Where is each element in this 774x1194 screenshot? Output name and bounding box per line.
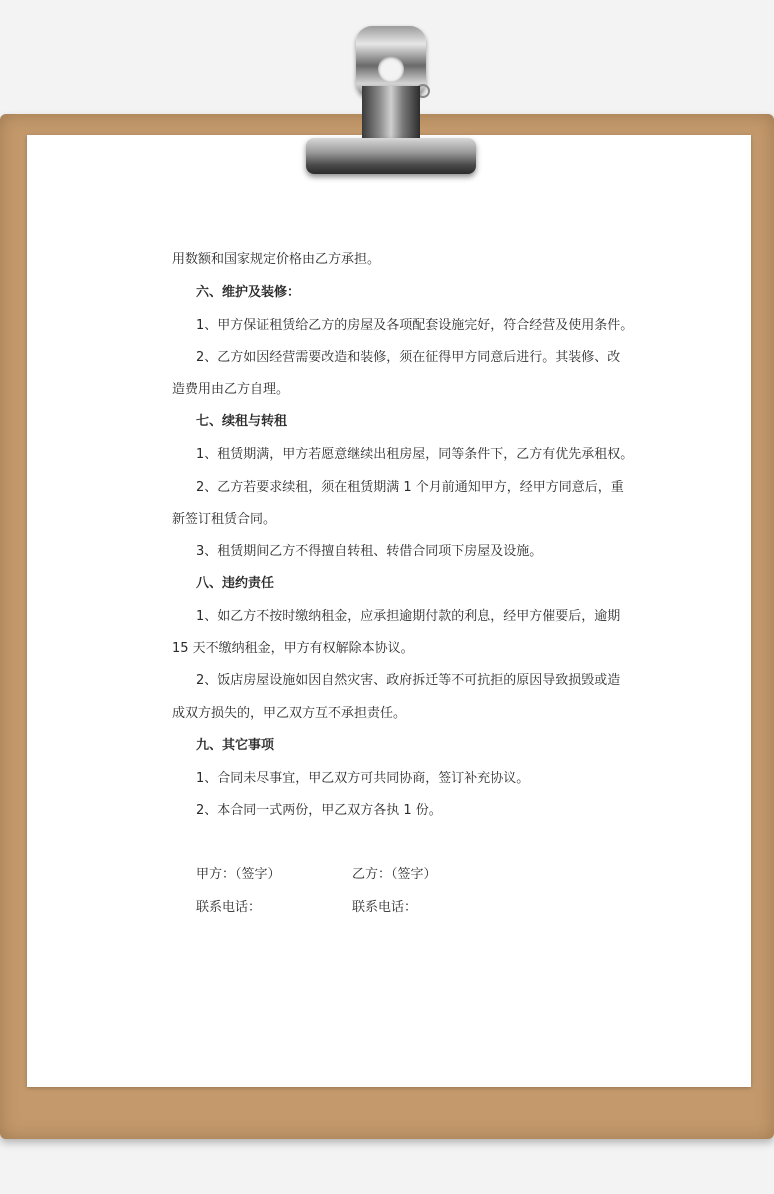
text-line: 15 天不缴纳租金，甲方有权解除本协议。 [172, 641, 414, 656]
text-line: 2、饭店房屋设施如因自然灾害、政府拆迁等不可抗拒的原因导致损毁或造 [196, 673, 621, 688]
section-heading: 六、维护及装修： [196, 285, 301, 300]
party-b-signature: 乙方：（签字） [352, 867, 437, 882]
text-line: 1、租赁期满，甲方若愿意继续出租房屋，同等条件下，乙方有优先承租权。 [196, 447, 634, 462]
party-b-phone: 联系电话： [352, 900, 418, 915]
section-heading: 八、违约责任 [196, 576, 275, 591]
clip-neck [362, 86, 420, 142]
party-a-phone: 联系电话： [196, 900, 262, 915]
text-line: 1、甲方保证租赁给乙方的房屋及各项配套设施完好，符合经营及使用条件。 [196, 318, 634, 333]
text-line: 2、本合同一式两份，甲乙双方各执 1 份。 [196, 803, 442, 818]
text-line: 用数额和国家规定价格由乙方承担。 [172, 252, 381, 267]
section-heading: 九、其它事项 [196, 738, 275, 753]
text-line: 1、合同未尽事宜，甲乙双方可共同协商，签订补充协议。 [196, 771, 530, 786]
text-line: 新签订租赁合同。 [172, 512, 277, 527]
text-line: 1、如乙方不按时缴纳租金，应承担逾期付款的利息，经甲方催要后，逾期 [196, 609, 621, 624]
section-heading: 七、续租与转租 [196, 414, 288, 429]
text-line: 造费用由乙方自理。 [172, 382, 290, 397]
text-line: 2、乙方如因经营需要改造和装修，须在征得甲方同意后进行。其装修、改 [196, 350, 621, 365]
clip-base [306, 138, 476, 174]
text-line: 2、乙方若要求续租，须在租赁期满 1 个月前通知甲方，经甲方同意后，重 [196, 480, 624, 495]
text-line: 成双方损失的，甲乙双方互不承担责任。 [172, 706, 407, 721]
clip-hole [378, 56, 404, 82]
party-a-signature: 甲方：（签字） [196, 867, 281, 882]
text-line: 3、租赁期间乙方不得擅自转租、转借合同项下房屋及设施。 [196, 544, 543, 559]
